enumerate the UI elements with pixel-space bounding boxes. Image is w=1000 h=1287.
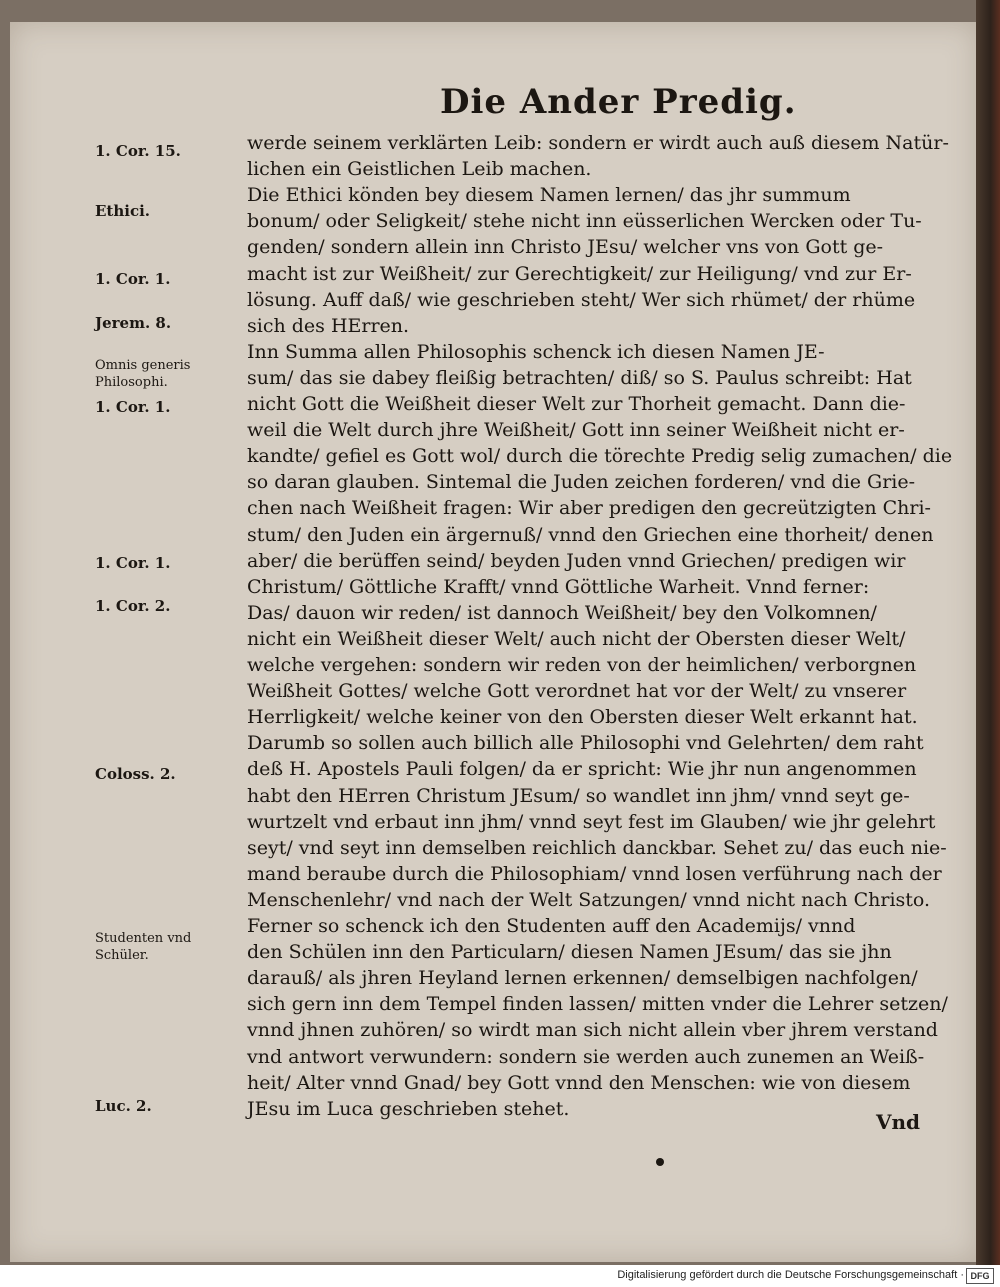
- margin-note: Jerem. 8.: [95, 314, 172, 332]
- margin-note: 1. Cor. 1.: [95, 398, 171, 416]
- body-line: Das/ dauon wir reden/ ist dannoch Weißheit/ bey den Volkomnen/: [247, 601, 877, 624]
- body-line: nicht Gott die Weißheit dieser Welt zur Thorheit gemacht. Dann die-: [247, 393, 906, 415]
- body-line: werde seinem verklärten Leib: sondern er wirdt auch auß diesem Natür-: [247, 132, 949, 154]
- running-title: Die Ander Predig.: [440, 82, 797, 122]
- body-line: nicht ein Weißheit dieser Welt/ auch nicht der Obersten dieser Welt/: [247, 627, 906, 650]
- margin-note: 1. Cor. 2.: [95, 597, 171, 615]
- body-line: darauß/ als jhren Heyland lernen erkennen/ demselbigen nachfolgen/: [247, 967, 918, 990]
- body-line: weil die Welt durch jhre Weißheit/ Gott inn seiner Weißheit nicht er-: [247, 419, 905, 442]
- body-line: sich des HErren.: [247, 314, 410, 337]
- body-line: chen nach Weißheit fragen: Wir aber predigen den gecreützigten Chri-: [247, 497, 931, 520]
- body-line: deß H. Apostels Pauli folgen/ da er spricht: Wie jhr nun angenommen: [247, 758, 917, 781]
- body-line: bonum/ oder Seligkeit/ stehe nicht inn eüsserlichen Wercken oder Tu-: [247, 210, 922, 233]
- margin-note: Ethici.: [95, 202, 151, 220]
- body-line: vnd antwort verwundern: sondern sie werden auch zunemen an Weiß-: [247, 1045, 925, 1068]
- body-line: mand beraube durch die Philosophiam/ vnnd losen verführung nach der: [247, 862, 942, 885]
- body-line: Ferner so schenck ich den Studenten auff den Academijs/ vnnd: [247, 915, 856, 937]
- signature-dot: [656, 1158, 664, 1166]
- body-line: den Schülen inn den Particularn/ diesen Namen JEsum/ das sie jhn: [247, 941, 892, 964]
- body-line: heit/ Alter vnnd Gnad/ bey Gott vnnd den Menschen: wie von diesem: [247, 1071, 911, 1094]
- body-line: Weißheit Gottes/ welche Gott verordnet hat vor der Welt/ zu vnserer: [247, 680, 907, 703]
- body-line: Herrligkeit/ welche keiner von den Obersten dieser Welt erkannt hat.: [247, 706, 918, 729]
- body-line: habt den HErren Christum JEsum/ so wandlet inn jhm/ vnnd seyt ge-: [247, 784, 910, 807]
- margin-note: Luc. 2.: [95, 1097, 152, 1115]
- margin-note: 1. Cor. 1.: [95, 554, 171, 572]
- margin-note: 1. Cor. 15.: [95, 142, 181, 160]
- body-line: sum/ das sie dabey fleißig betrachten/ diß/ so S. Paulus schreibt: Hat: [247, 366, 912, 389]
- body-line: kandte/ gefiel es Gott wol/ durch die törechte Predig selig zumachen/ die: [247, 445, 953, 468]
- body-line: JEsu im Luca geschrieben stehet.: [247, 1097, 570, 1120]
- body-line: macht ist zur Weißheit/ zur Gerechtigkeit/ zur Heiligung/ vnd zur Er-: [247, 262, 912, 285]
- body-line: Menschenlehr/ vnd nach der Welt Satzungen/ vnnd nicht nach Christo.: [247, 888, 931, 911]
- catchword: Vnd: [876, 1110, 921, 1134]
- body-line: Die Ethici könden bey diesem Namen lernen/ das jhr summum: [247, 184, 851, 207]
- body-line: seyt/ vnd seyt inn demselben reichlich danckbar. Sehet zu/ das euch nie-: [247, 836, 947, 859]
- footer-credit: Digitalisierung gefördert durch die Deutsche Forschungsgemeinschaft ·: [617, 1269, 964, 1281]
- body-line: sich gern inn dem Tempel finden lassen/ mitten vnder die Lehrer setzen/: [247, 993, 948, 1016]
- body-line: Darumb so sollen auch billich alle Philosophi vnd Gelehrten/ dem raht: [247, 732, 924, 755]
- body-line: so daran glauben. Sintemal die Juden zeichen forderen/ vnd die Grie-: [247, 471, 916, 494]
- body-line: stum/ den Juden ein ärgernuß/ vnnd den Griechen eine thorheit/ denen: [247, 523, 934, 546]
- margin-note: Studenten vnd Schüler.: [95, 931, 192, 963]
- body-line: lichen ein Geistlichen Leib machen.: [247, 158, 592, 181]
- body-line: welche vergehen: sondern wir reden von der heimlichen/ verborgnen: [247, 654, 917, 676]
- margin-note: 1. Cor. 1.: [95, 270, 171, 288]
- body-line: vnnd jhnen zuhören/ so wirdt man sich nicht allein vber jhrem verstand: [247, 1019, 938, 1042]
- body-line: wurtzelt vnd erbaut inn jhm/ vnnd seyt fest im Glauben/ wie jhr gelehrt: [247, 810, 936, 833]
- body-line: Inn Summa allen Philosophis schenck ich diesen Namen JE-: [247, 340, 825, 363]
- body-line: aber/ die berüffen seind/ beyden Juden vnnd Griechen/ predigen wir: [247, 549, 906, 572]
- body-line: genden/ sondern allein inn Christo JEsu/ welcher vns von Gott ge-: [247, 236, 884, 259]
- dfg-logo-icon: DFG: [966, 1268, 994, 1284]
- book-spine: [976, 0, 1000, 1265]
- margin-note: Coloss. 2.: [95, 765, 176, 783]
- body-line: Christum/ Göttliche Krafft/ vnnd Göttliche Warheit. Vnnd ferner:: [247, 575, 870, 598]
- margin-note: Omnis generis Philosophi.: [95, 358, 191, 390]
- body-line: lösung. Auff daß/ wie geschrieben steht/ Wer sich rhümet/ der rhüme: [247, 288, 916, 311]
